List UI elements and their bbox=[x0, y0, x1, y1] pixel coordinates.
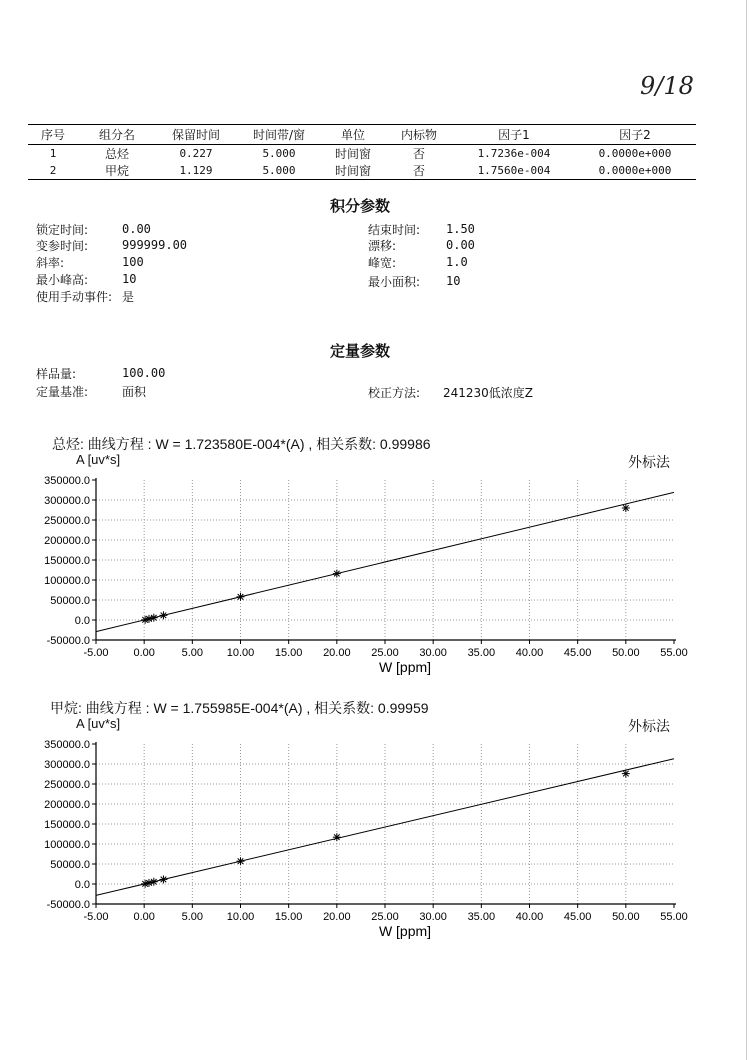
data-point bbox=[237, 593, 245, 601]
data-point bbox=[333, 570, 341, 578]
header-internal-standard: 内标物 bbox=[384, 125, 454, 145]
x-tick-label: 30.00 bbox=[419, 647, 447, 659]
chart-plot-svg bbox=[0, 430, 750, 690]
param-change-time-label: 变参时间: bbox=[36, 239, 89, 253]
peak-width-value: 1.0 bbox=[446, 255, 468, 269]
sample-amount-value: 100.00 bbox=[122, 366, 166, 380]
param-change-time-value: 999999.00 bbox=[122, 238, 188, 252]
y-tick-label: 300000.0 bbox=[44, 495, 90, 507]
y-tick-label: -50000.0 bbox=[46, 635, 90, 647]
y-tick-label: 150000.0 bbox=[44, 819, 90, 831]
cell-index: 2 bbox=[28, 162, 78, 180]
header-component: 组分名 bbox=[78, 125, 156, 145]
cell-index: 1 bbox=[49, 147, 57, 160]
x-tick-label: 40.00 bbox=[515, 647, 544, 659]
cell-factor1: 1.7560e-004 bbox=[454, 162, 574, 180]
y-tick-label: 200000.0 bbox=[44, 799, 90, 811]
lock-time-label: 锁定时间: bbox=[36, 223, 89, 237]
chart-title: 甲烷: 曲线方程 : W = 1.755985E-004*(A) , 相关系数: 0.99959 bbox=[50, 700, 429, 716]
data-point bbox=[150, 878, 158, 886]
calibration-method-label: 校正方法: bbox=[368, 386, 421, 400]
min-peak-height-value: 10 bbox=[122, 272, 137, 286]
x-tick-label: 0.00 bbox=[133, 647, 155, 659]
x-tick-label: 25.00 bbox=[371, 647, 399, 659]
data-point bbox=[159, 875, 167, 883]
header-factor1: 因子1 bbox=[454, 125, 574, 145]
x-tick-label: 30.00 bbox=[419, 911, 447, 923]
sample-amount-label: 样品量: bbox=[36, 367, 77, 381]
y-tick-label: 0.0 bbox=[74, 615, 90, 627]
x-tick-label: 20.00 bbox=[323, 911, 351, 923]
cell-component: 甲烷 bbox=[78, 162, 156, 180]
x-tick-label: -5.00 bbox=[83, 911, 109, 923]
y-axis-label: A [uv*s] bbox=[76, 452, 121, 467]
slope-label: 斜率: bbox=[36, 256, 65, 270]
min-area-value: 10 bbox=[446, 274, 461, 288]
x-tick-label: 0.00 bbox=[133, 911, 155, 923]
y-tick-label: 0.0 bbox=[74, 879, 90, 891]
x-tick-label: 10.00 bbox=[226, 911, 255, 923]
end-time-label: 结束时间: bbox=[368, 223, 421, 237]
header-time-window: 时间带/窗 bbox=[236, 125, 322, 145]
chart-plot-svg bbox=[0, 694, 750, 954]
regression-line bbox=[96, 759, 674, 896]
header-unit: 单位 bbox=[322, 125, 384, 145]
cell-internal-standard: 否 bbox=[384, 162, 454, 180]
drift-value: 0.00 bbox=[446, 238, 475, 252]
data-point bbox=[159, 611, 167, 619]
x-tick-label: 15.00 bbox=[274, 911, 303, 923]
y-tick-label: 300000.0 bbox=[44, 759, 90, 771]
header-factor2: 因子2 bbox=[574, 125, 696, 145]
x-tick-label: 50.00 bbox=[612, 911, 640, 923]
y-tick-label: 150000.0 bbox=[44, 555, 90, 567]
page-number-note: 9/18 bbox=[640, 72, 694, 100]
manual-events-value: 是 bbox=[122, 290, 135, 304]
x-tick-label: 50.00 bbox=[612, 647, 640, 659]
cell-internal-standard: 否 bbox=[412, 147, 425, 161]
x-tick-label: 55.00 bbox=[660, 911, 688, 923]
min-peak-height-label: 最小峰高: bbox=[36, 273, 89, 287]
component-table bbox=[28, 124, 696, 180]
x-tick-label: 40.00 bbox=[515, 911, 544, 923]
data-point bbox=[150, 614, 158, 622]
x-tick-label: 5.00 bbox=[181, 647, 204, 659]
x-tick-label: -5.00 bbox=[83, 647, 109, 659]
quant-basis-value: 面积 bbox=[122, 385, 147, 399]
y-tick-label: 250000.0 bbox=[44, 515, 90, 527]
data-point bbox=[333, 833, 341, 841]
x-tick-label: 35.00 bbox=[467, 647, 496, 659]
y-tick-label: 350000.0 bbox=[44, 475, 90, 487]
cell-time-window: 5.000 bbox=[262, 147, 296, 160]
x-tick-label: 10.00 bbox=[226, 647, 255, 659]
x-tick-label: 45.00 bbox=[563, 647, 592, 659]
y-tick-label: 200000.0 bbox=[44, 535, 90, 547]
slope-value: 100 bbox=[122, 255, 144, 269]
cell-unit: 时间窗 bbox=[334, 147, 371, 161]
y-tick-label: -50000.0 bbox=[46, 899, 90, 911]
x-tick-label: 35.00 bbox=[467, 911, 496, 923]
y-axis-label: A [uv*s] bbox=[76, 716, 121, 731]
data-point bbox=[622, 504, 630, 512]
peak-width-label: 峰宽: bbox=[368, 256, 397, 270]
cell-retention-time: 1.129 bbox=[156, 162, 236, 180]
x-tick-label: 20.00 bbox=[323, 647, 351, 659]
x-tick-label: 25.00 bbox=[371, 911, 399, 923]
x-tick-label: 55.00 bbox=[660, 647, 688, 659]
y-tick-label: 350000.0 bbox=[44, 739, 90, 751]
calibration-method-value: 241230低浓度Z bbox=[443, 386, 534, 400]
drift-label: 漂移: bbox=[368, 239, 397, 253]
end-time-value: 1.50 bbox=[446, 222, 475, 236]
integration-section-title: 积分参数 bbox=[330, 197, 391, 215]
cell-factor1: 1.7236e-004 bbox=[477, 147, 551, 160]
calibration-chart-2 bbox=[0, 694, 750, 954]
cell-factor2: 0.0000e+000 bbox=[574, 162, 696, 180]
y-tick-label: 250000.0 bbox=[44, 779, 90, 791]
table-row bbox=[28, 145, 696, 163]
method-label: 外标法 bbox=[628, 454, 670, 470]
quantitation-section-title: 定量参数 bbox=[330, 342, 391, 360]
x-tick-label: 5.00 bbox=[181, 911, 204, 923]
cell-component: 总烃 bbox=[104, 147, 129, 161]
y-tick-label: 50000.0 bbox=[50, 859, 90, 871]
method-label: 外标法 bbox=[628, 718, 670, 734]
calibration-chart-1 bbox=[0, 430, 750, 690]
manual-events-label: 使用手动事件: bbox=[36, 290, 113, 304]
table-header-row bbox=[28, 125, 696, 145]
cell-time-window: 5.000 bbox=[236, 162, 322, 180]
y-tick-label: 50000.0 bbox=[50, 595, 90, 607]
x-tick-label: 15.00 bbox=[274, 647, 303, 659]
lock-time-value: 0.00 bbox=[122, 222, 151, 236]
x-axis-label: W [ppm] bbox=[378, 923, 432, 939]
y-tick-label: 100000.0 bbox=[44, 839, 90, 851]
cell-retention-time: 0.227 bbox=[179, 147, 213, 160]
header-index: 序号 bbox=[28, 125, 78, 145]
cell-factor2: 0.0000e+000 bbox=[598, 147, 672, 160]
data-point bbox=[237, 857, 245, 865]
min-area-label: 最小面积: bbox=[368, 275, 421, 289]
cell-unit: 时间窗 bbox=[322, 162, 384, 180]
header-retention-time: 保留时间 bbox=[156, 125, 236, 145]
x-tick-label: 45.00 bbox=[563, 911, 592, 923]
y-tick-label: 100000.0 bbox=[44, 575, 90, 587]
chart-title: 总烃: 曲线方程 : W = 1.723580E-004*(A) , 相关系数: 0.99986 bbox=[52, 436, 431, 452]
table-row bbox=[28, 162, 696, 180]
quant-basis-label: 定量基准: bbox=[36, 385, 89, 399]
x-axis-label: W [ppm] bbox=[378, 659, 432, 675]
